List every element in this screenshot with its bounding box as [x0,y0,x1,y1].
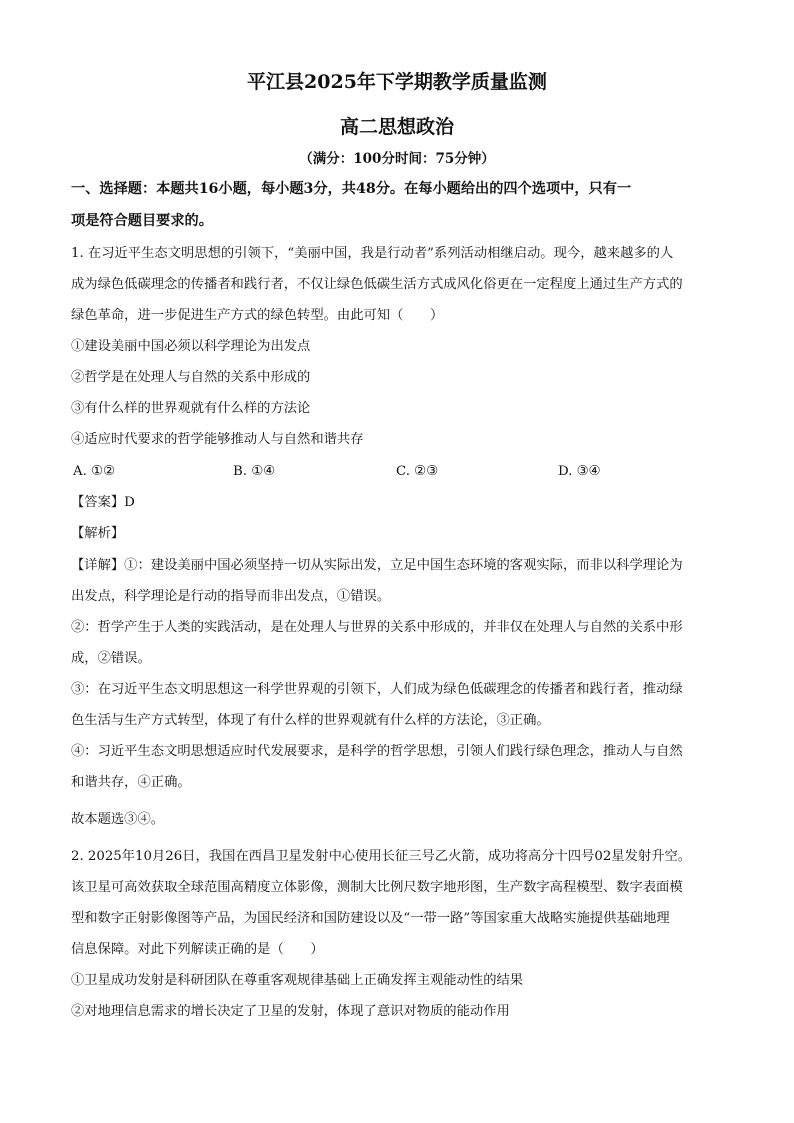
q1-stem-line: 绿色革命，进一步促进生产方式的绿色转型。由此可知（ ） [71,308,444,323]
q1-item: ①建设美丽中国必须以科学理论为出发点 [71,339,311,354]
q1-answer: 【答案】D [71,495,135,510]
q1-item: ②哲学是在处理人与自然的关系中形成的 [71,370,311,385]
q1-detail-line: ②：哲学产生于人类的实践活动，是在处理人与世界的关系中形成的，并非仅在处理人与自然的关系中形 [71,620,683,635]
q1-option-a: A. ①② [73,464,115,479]
q1-analysis-label: 【解析】 [71,526,125,541]
q1-detail-line: 出发点，科学理论是行动的指导而非出发点，①错误。 [71,589,391,604]
section-heading-line-2: 项是符合题目要求的。 [71,213,213,229]
section-heading-line-1: 一、选择题：本题共16小题，每小题3分，共48分。在每小题给出的四个选项中，只有一 [71,181,632,197]
exam-title: 平江县2025年下学期教学质量监测 [247,71,547,93]
q2-stem-line: 该卫星可高效获取全球范围高精度立体影像，测制大比例尺数字地形图，生产数字高程模型、数字表面模 [71,880,683,895]
q2-item: ②对地理信息需求的增长决定了卫星的发射，体现了意识对物质的能动作用 [71,1004,510,1019]
exam-subject: 高二思想政治 [339,116,454,138]
q1-stem-line: 成为绿色低碳理念的传播者和践行者，不仅让绿色低碳生活方式成风化俗更在一定程度上通过生产方式的 [71,277,683,292]
q1-conclusion: 故本题选③④。 [71,812,165,827]
q1-option-d: D. ③④ [558,464,601,479]
q1-stem-line: 1. 在习近平生态文明思想的引领下，“美丽中国，我是行动者”系列活动相继启动。现今，越来越多的人 [71,246,674,261]
q1-detail-line: ③：在习近平生态文明思想这一科学世界观的引领下，人们成为绿色低碳理念的传播者和践行者，推动绿 [71,682,683,697]
q1-option-b: B. ①④ [233,464,276,479]
q2-item: ①卫星成功发射是科研团队在尊重客观规律基础上正确发挥主观能动性的结果 [71,973,524,988]
q1-detail-line: 【详解】①：建设美丽中国必须坚持一切从实际出发，立足中国生态环境的客观实际，而非以科学理论为 [71,558,683,573]
q1-detail-line: ④：习近平生态文明思想适应时代发展要求，是科学的哲学思想，引领人们践行绿色理念，推动人与自然 [71,744,683,759]
q1-option-c: C. ②③ [396,464,438,479]
q1-detail-line: 色生活与生产方式转型，体现了有什么样的世界观就有什么样的方法论，③正确。 [71,713,550,728]
q1-detail-line: 和谐共存，④正确。 [71,775,191,790]
q2-stem-line: 信息保障。对此下列解读正确的是（ ） [71,942,324,957]
q1-detail-line: 成，②错误。 [71,651,151,666]
q2-stem-line: 型和数字正射影像图等产品，为国民经济和国防建设以及“一带一路”等国家重大战略实施提供基础地理 [71,911,670,926]
q1-item: ③有什么样的世界观就有什么样的方法论 [71,401,311,416]
q1-item: ④适应时代要求的哲学能够推动人与自然和谐共存 [71,432,364,447]
exam-meta: （满分：100分时间：75分钟） [299,151,495,167]
q2-stem-line: 2. 2025年10月26日，我国在西昌卫星发射中心使用长征三号乙火箭，成功将高分十四号02星发射升空。 [71,849,692,864]
